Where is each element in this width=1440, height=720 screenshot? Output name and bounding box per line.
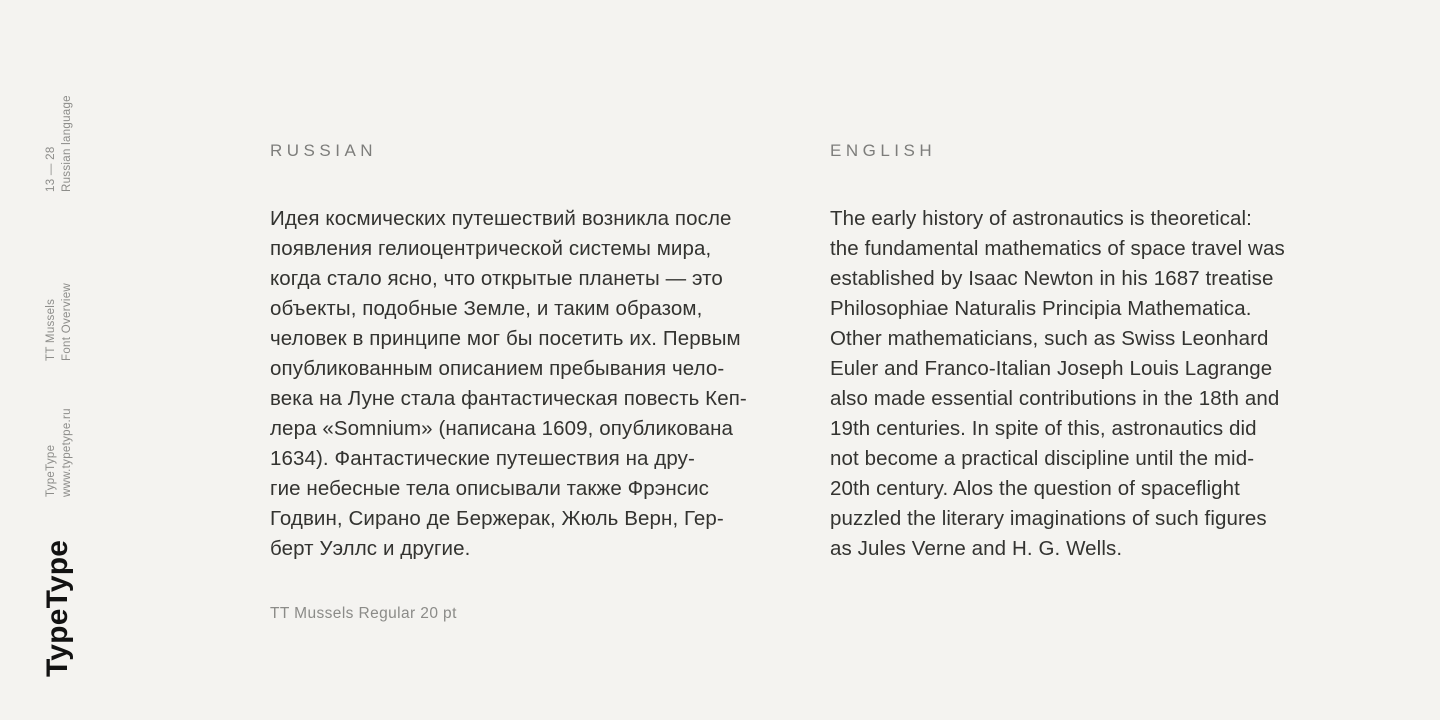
page-range-block [44, 95, 75, 192]
sample-line: гие небесные тела описывали также Фрэнсис [270, 477, 710, 500]
sample-line: появления гелиоцентрической системы мира, [270, 237, 712, 260]
sample-line: опубликованным описанием пребывания чело- [270, 357, 725, 380]
sample-line: the fundamental mathematics of space travel was [830, 237, 1285, 260]
sample-line: человек в принципе мог бы посетить их. Первым [270, 327, 741, 350]
sample-line: Идея космических путешествий возникла после [270, 207, 732, 230]
sample-line: века на Луне стала фантастическая повесть Кеп- [270, 387, 747, 410]
page-range: 13 — 28 [45, 146, 57, 192]
sample-line: 1634). Фантастические путешествия на дру- [270, 447, 695, 470]
sample-line: 19th centuries. In spite of this, astronautics did [830, 417, 1257, 440]
english-column [830, 141, 1300, 564]
sample-line: объекты, подобные Земле, и таким образом, [270, 297, 703, 320]
specimen-caption: TT Mussels Regular 20 pt [270, 605, 457, 622]
doc-type: Font Overview [60, 282, 73, 361]
sample-line: not become a practical discipline until the mid- [830, 447, 1255, 470]
russian-heading: RUSSIAN [270, 141, 378, 160]
logo-text: TypeType [41, 539, 74, 677]
sample-line: берт Уэллс и другие. [270, 537, 471, 560]
font-name: TT Mussels [45, 298, 57, 361]
sample-line: Годвин, Сирано де Бержерак, Жюль Верн, Гер- [270, 507, 724, 530]
sample-line: The early history of astronautics is theoretical: [830, 207, 1252, 230]
foundry-info-block [44, 408, 75, 497]
russian-sample-text [270, 204, 747, 564]
sample-line: established by Isaac Newton in his 1687 treatise [830, 267, 1274, 290]
sample-line: когда стало ясно, что открытые планеты — это [270, 267, 723, 290]
english-sample-text [830, 204, 1300, 564]
sample-line: Euler and Franco-Italian Joseph Louis Lagrange [830, 357, 1273, 380]
section-label: Russian language [60, 95, 73, 192]
sample-line: Philosophiae Naturalis Principia Mathematica. [830, 297, 1252, 320]
sample-line: also made essential contributions in the 18th and [830, 387, 1280, 410]
english-heading: ENGLISH [830, 141, 937, 160]
sample-line: puzzled the literary imaginations of such figures [830, 507, 1267, 530]
sample-line: as Jules Verne and H. G. Wells. [830, 537, 1123, 560]
foundry-name: TypeType [45, 444, 57, 497]
sample-line: 20th century. Alos the question of spaceflight [830, 477, 1240, 500]
typetype-logo [41, 540, 75, 677]
sample-line: лера «Somnium» (написана 1609, опубликована [270, 417, 734, 440]
russian-column [270, 141, 747, 623]
sample-line: Other mathematicians, such as Swiss Leonhard [830, 327, 1269, 350]
foundry-site: www.typetype.ru [60, 408, 73, 497]
font-info-block [44, 283, 75, 361]
